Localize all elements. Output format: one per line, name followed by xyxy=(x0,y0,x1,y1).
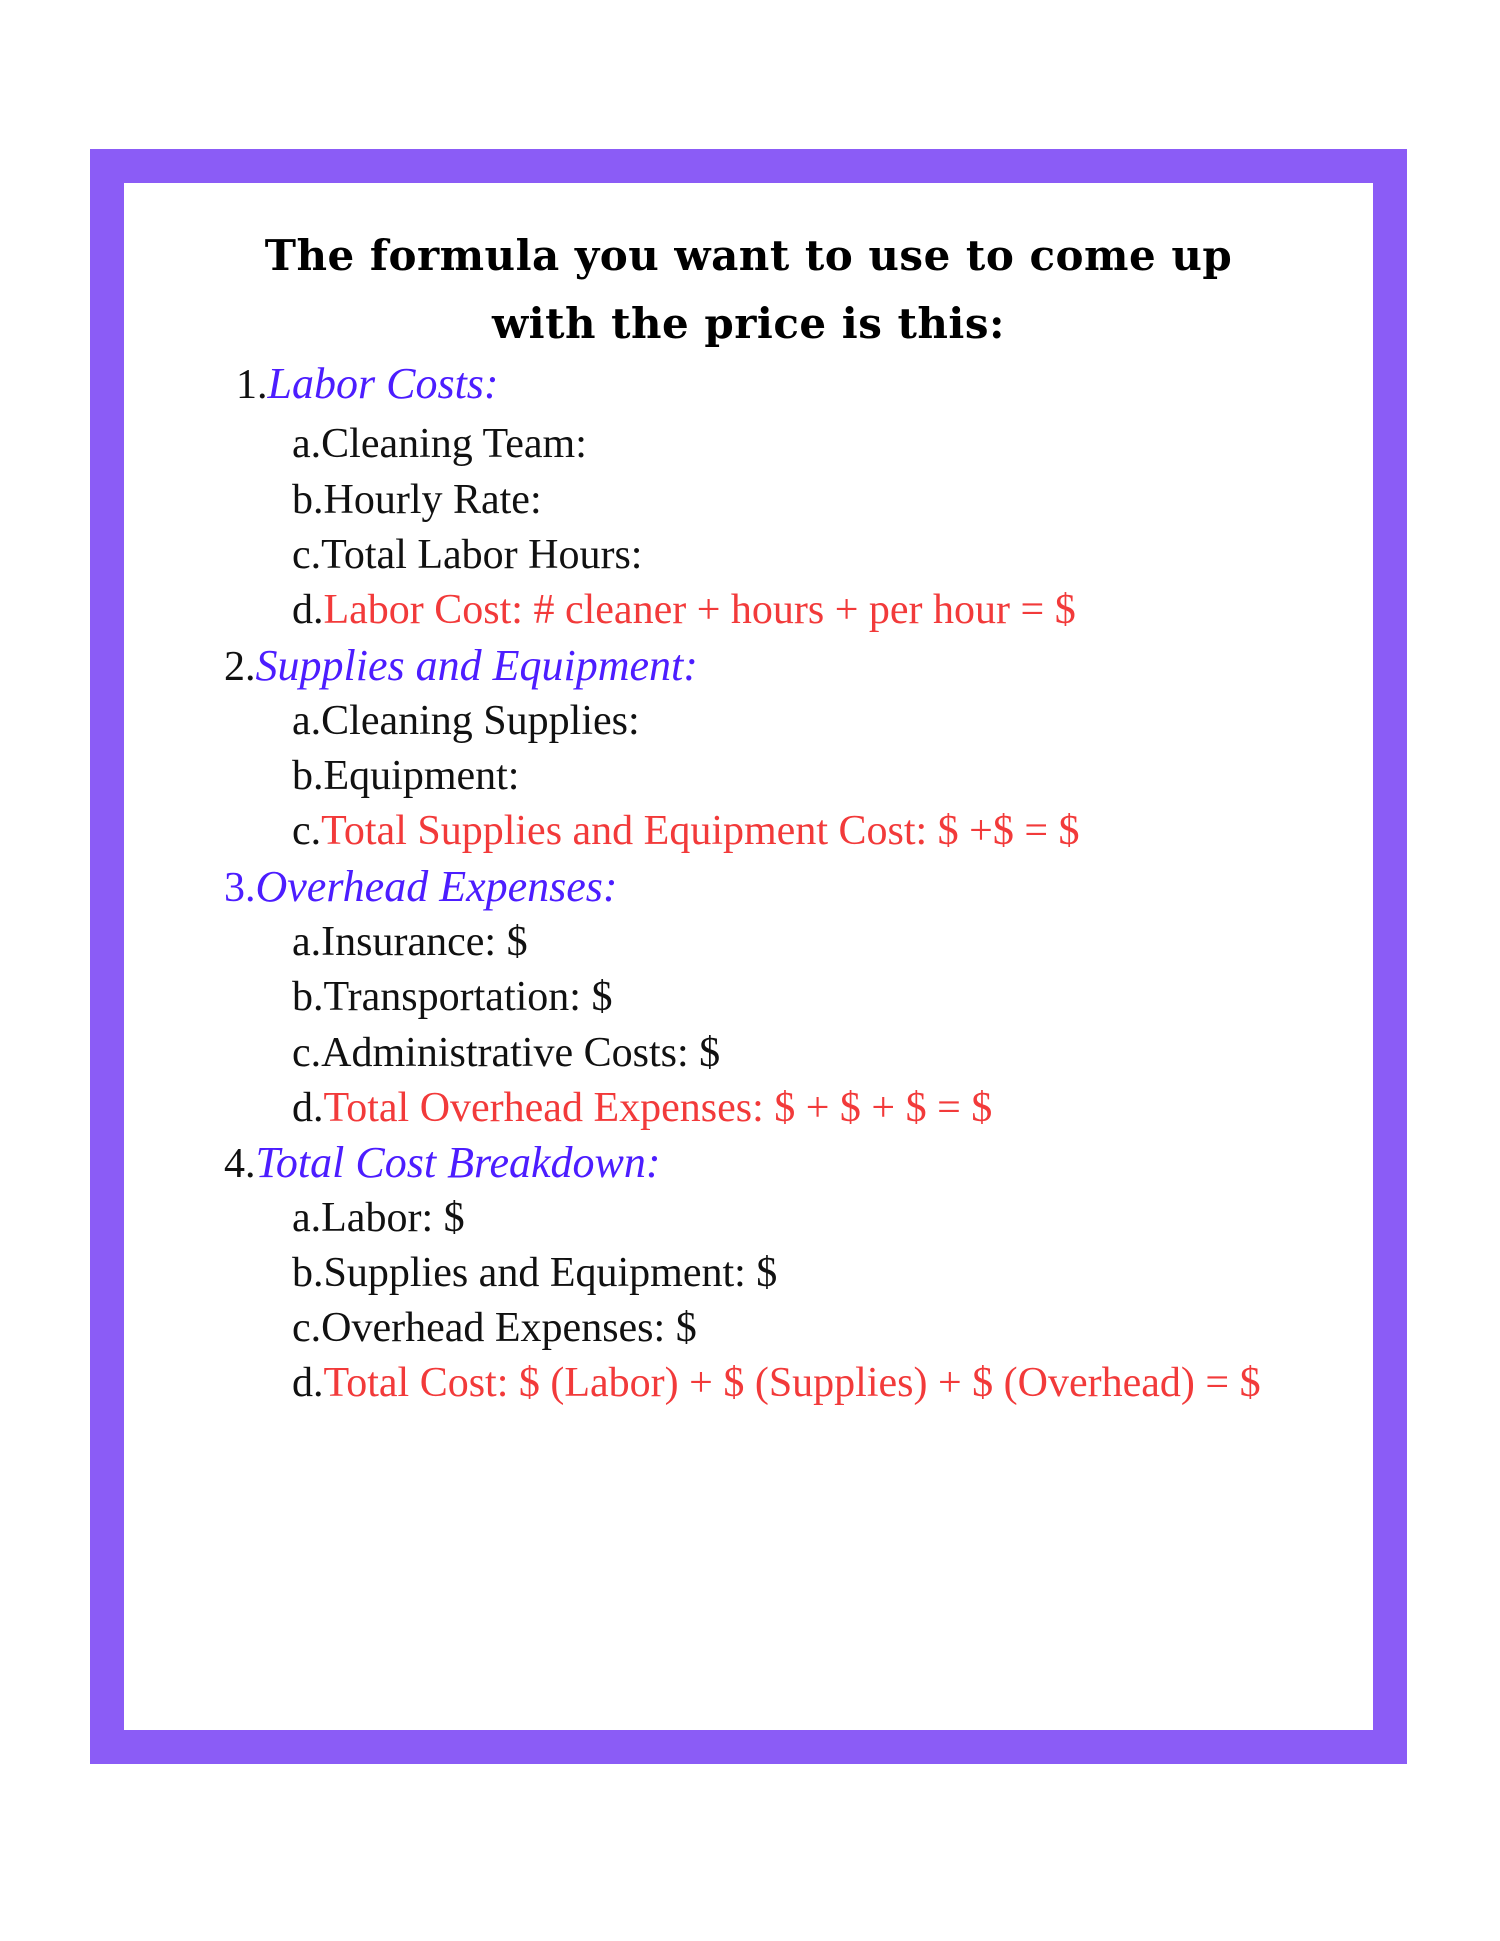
item-marker: a. xyxy=(292,1195,322,1241)
total-formula: Total Cost: $ (Labor) + $ (Supplies) + $ (Overhead) = $ xyxy=(323,1360,1261,1406)
item-marker: d. xyxy=(292,1085,324,1131)
page-title xyxy=(124,222,1373,358)
item-text: Insurance: $ xyxy=(321,919,528,965)
item-text: Labor: $ xyxy=(321,1195,465,1241)
section-4-heading xyxy=(224,1137,661,1190)
list-item xyxy=(292,1302,697,1354)
section-number: 4. xyxy=(224,1141,256,1187)
section-1-heading xyxy=(236,358,499,411)
section-title: Labor Costs: xyxy=(267,359,499,408)
item-text: Overhead Expenses: $ xyxy=(321,1305,697,1351)
item-marker: c. xyxy=(292,808,322,854)
section-title: Supplies and Equipment: xyxy=(255,641,698,690)
item-text: Administrative Costs: $ xyxy=(321,1030,721,1076)
total-formula: Total Supplies and Equipment Cost: $ +$ = $ xyxy=(321,808,1080,854)
list-item xyxy=(292,1027,720,1079)
item-marker: a. xyxy=(292,919,322,965)
list-item xyxy=(292,750,519,802)
list-item xyxy=(292,1192,465,1244)
item-marker: d. xyxy=(292,1360,324,1406)
item-text: Transportation: $ xyxy=(323,974,613,1020)
list-item-total xyxy=(292,584,1076,636)
list-item xyxy=(292,474,542,526)
total-formula: Labor Cost: # cleaner + hours + per hour = $ xyxy=(323,587,1076,633)
section-title: Overhead Expenses: xyxy=(255,862,618,911)
item-marker: c. xyxy=(292,532,322,578)
list-item-total xyxy=(292,1082,992,1134)
item-marker: a. xyxy=(292,421,322,467)
item-text: Cleaning Team: xyxy=(321,421,587,467)
list-item xyxy=(292,695,640,747)
section-title: Total Cost Breakdown: xyxy=(255,1138,661,1187)
title-line-2: with the price is this: xyxy=(491,299,1006,348)
item-text: Total Labor Hours: xyxy=(321,532,643,578)
list-item-total xyxy=(292,1357,1261,1409)
list-item-total xyxy=(292,805,1080,857)
list-item xyxy=(292,529,642,581)
list-item xyxy=(292,916,528,968)
item-marker: c. xyxy=(292,1305,322,1351)
item-marker: b. xyxy=(292,477,324,523)
item-marker: b. xyxy=(292,974,324,1020)
list-item xyxy=(292,418,587,470)
title-line-1: The formula you want to use to come up xyxy=(264,231,1233,280)
list-item xyxy=(292,1247,777,1299)
item-marker: d. xyxy=(292,587,324,633)
total-formula: Total Overhead Expenses: $ + $ + $ = $ xyxy=(323,1085,993,1131)
section-2-heading xyxy=(224,640,698,693)
section-number: 3. xyxy=(224,865,256,911)
item-text: Equipment: xyxy=(323,753,520,799)
item-text: Hourly Rate: xyxy=(323,477,542,523)
section-number: 2. xyxy=(224,644,256,690)
item-marker: b. xyxy=(292,753,324,799)
item-text: Supplies and Equipment: $ xyxy=(323,1250,778,1296)
section-3-heading xyxy=(224,861,618,914)
item-marker: a. xyxy=(292,698,322,744)
section-number: 1. xyxy=(236,362,268,408)
item-marker: b. xyxy=(292,1250,324,1296)
item-marker: c. xyxy=(292,1030,322,1076)
item-text: Cleaning Supplies: xyxy=(321,698,640,744)
list-item xyxy=(292,971,612,1023)
